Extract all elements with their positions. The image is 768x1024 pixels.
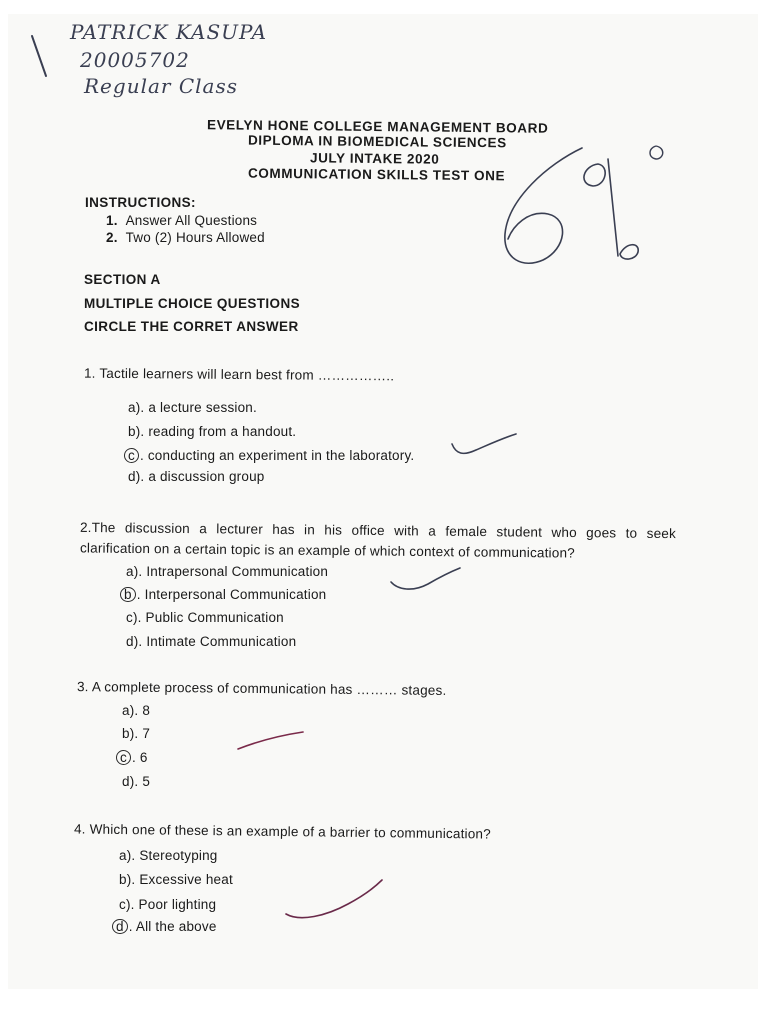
student-id: 20005702: [80, 48, 190, 72]
option-letter: a: [122, 703, 130, 718]
option-letter: a: [128, 400, 136, 415]
diploma-title: DIPLOMA IN BIOMEDICAL SCIENCES: [247, 132, 507, 151]
check-mark-icon: [452, 434, 516, 453]
check-mark-icon: [391, 568, 460, 589]
option-text: ). Intimate Communication: [133, 634, 297, 649]
student-class: Regular Class: [84, 74, 238, 98]
section-subtitle: MULTIPLE CHOICE QUESTIONS: [84, 296, 301, 311]
option-text: ). 7: [129, 726, 151, 741]
option-letter: a: [119, 848, 127, 863]
option-text: ). Stereotyping: [126, 848, 218, 863]
grade-percent-dot: [650, 146, 663, 159]
option-letter: d: [122, 774, 130, 789]
option-letter-circled: c: [124, 448, 139, 463]
instruction-number: 2.: [106, 230, 118, 245]
college-name: EVELYN HONE COLLEGE MANAGEMENT BOARD: [206, 117, 549, 136]
option-letter: a: [126, 564, 134, 579]
option-letter: d: [128, 469, 136, 484]
question-3: 3. A complete process of communication has ……… stages.: [76, 679, 447, 698]
instruction-text: Answer All Questions: [125, 213, 258, 228]
option-text: . All the above: [128, 919, 217, 934]
grade-percent-glyph: [584, 159, 638, 259]
intake: JULY INTAKE 2020: [309, 150, 440, 167]
option-text: ). Intrapersonal Communication: [133, 564, 329, 579]
option-text: ). a lecture session.: [135, 400, 257, 415]
option-text: . 6: [131, 750, 148, 765]
instruction-text: Two (2) Hours Allowed: [125, 230, 265, 245]
check-mark-icon: [238, 732, 303, 749]
option-text: ). reading from a handout.: [135, 424, 297, 439]
handwritten-marks: [8, 14, 758, 989]
question-2-line1: 2.The discussion a lecturer has in his office with a female student who goes to seek: [79, 519, 677, 542]
option-letter: c: [126, 610, 133, 625]
option-letter: c: [119, 897, 126, 912]
option-text: . conducting an experiment in the laboratory.: [139, 448, 415, 463]
option-text: . Interpersonal Communication: [136, 587, 327, 602]
test-title: COMMUNICATION SKILLS TEST ONE: [247, 165, 506, 184]
option-letter-circled: c: [116, 750, 131, 765]
option-letter-circled: d: [112, 919, 128, 934]
section-direction: CIRCLE THE CORRET ANSWER: [84, 319, 299, 334]
option-text: ). Poor lighting: [125, 897, 217, 912]
section-title: SECTION A: [84, 272, 161, 287]
check-mark-icon: [286, 880, 382, 918]
option-text: ). Excessive heat: [126, 872, 233, 887]
exam-paper: [8, 14, 758, 989]
question-1: 1. Tactile learners will learn best from ……………..: [83, 365, 395, 384]
question-2-line2: clarification on a certain topic is an example of which context of communication?: [79, 540, 576, 561]
option-letter: b: [119, 872, 127, 887]
instruction-number: 1.: [106, 213, 118, 228]
student-name: PATRICK KASUPA: [70, 20, 268, 44]
option-text: ). 8: [129, 703, 151, 718]
question-4: 4. Which one of these is an example of a barrier to communication?: [73, 821, 491, 842]
instructions-title: INSTRUCTIONS:: [85, 195, 196, 210]
option-text: ). a discussion group: [135, 469, 265, 484]
option-letter: b: [122, 726, 130, 741]
option-text: ). 5: [129, 774, 151, 789]
grade-six-glyph: [505, 148, 582, 263]
margin-tick-mark: [32, 36, 46, 76]
option-text: ). Public Communication: [132, 610, 284, 625]
option-letter: d: [126, 634, 134, 649]
option-letter-circled: b: [120, 587, 136, 602]
option-letter: b: [128, 424, 136, 439]
